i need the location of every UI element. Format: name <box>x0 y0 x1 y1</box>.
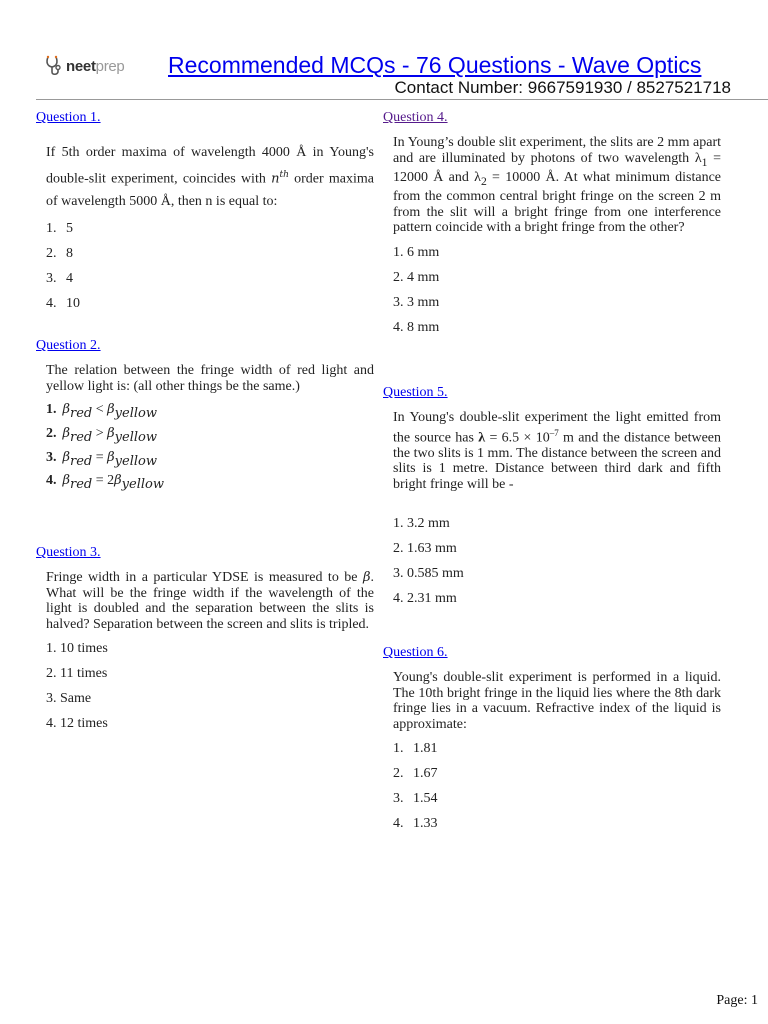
question-5 <box>383 385 721 616</box>
option-2[interactable]: 2. 1.67 <box>393 766 438 781</box>
question-3-link[interactable]: Question 3. <box>36 545 101 560</box>
question-2-text: The relation between the fringe width of red light and yellow light is: (all other things be the same.) <box>46 363 374 394</box>
header-divider <box>36 99 768 100</box>
question-1-link[interactable]: Question 1. <box>36 110 101 125</box>
question-2-options <box>46 402 374 493</box>
question-2-link[interactable]: Question 2. <box>36 338 101 353</box>
option-4[interactable]: 4. 12 times <box>46 716 108 731</box>
option-2[interactable]: 2. 11 times <box>46 666 108 681</box>
question-3-text: Fringe width in a particular YDSE is measured to be β. What will be the fringe width if the wavelength of the light is doubled and the separation between the slits is halved? Separation between the screen and slits is tripled. <box>46 570 374 632</box>
option-1[interactable]: 1. 1.81 <box>393 741 438 756</box>
option-1[interactable]: 1. 10 times <box>46 641 108 656</box>
question-6-link[interactable]: Question 6. <box>383 645 448 660</box>
logo-text-prep: prep <box>95 57 125 75</box>
question-1 <box>36 110 374 321</box>
question-4-link[interactable]: Question 4. <box>383 110 448 125</box>
question-3 <box>36 545 374 741</box>
question-5-link[interactable]: Question 5. <box>383 385 448 400</box>
question-2 <box>36 338 374 497</box>
option-3[interactable]: 3. 3 mm <box>393 294 440 310</box>
option-3[interactable]: 3. $\beta_{red} = \beta_{yellow}$ <box>46 449 157 469</box>
question-4-text: In Young’s double slit experiment, the slits are 2 mm apart and are illuminated by photons of two wavelength $\lambda_1 = 12000$ Å and $\lambda_2 = 10000$ Å. At what minimum distance from the common central bright fringe on the screen 2 m from the slit will a bright fringe from one interference pattern coincide with a bright fringe from the other? <box>393 135 722 236</box>
option-4[interactable]: 4. $\beta_{red} = 2\beta_{yellow}$ <box>46 473 164 493</box>
option-4[interactable]: 4. 10 <box>46 295 80 311</box>
question-6-text: Young's double-slit experiment is performed in a liquid. The 10th bright fringe in the liquid lies where the 8th dark fringe lies in a vacuum. Refractive index of the liquid is approximate: <box>393 670 721 732</box>
contact-number: Contact Number: 9667591930 / 8527521718 <box>394 78 731 97</box>
page-title[interactable]: Recommended MCQs - 76 Questions - Wave Optics <box>168 52 702 78</box>
option-1[interactable]: 1. 6 mm <box>393 244 440 260</box>
option-3[interactable]: 3. 0.585 mm <box>393 566 464 582</box>
question-1-options <box>46 221 374 312</box>
option-2[interactable]: 2. 8 <box>46 245 73 261</box>
question-5-text: In Young's double-slit experiment the light emitted from the source has $\lambda = 6.5 \times 10^{-7}$ m and the distance between the two slits is 1 mm. The distance between the screen and slits is 1 metre. Distance between third dark and fifth bright fringe will be - <box>393 410 721 492</box>
question-6 <box>383 645 721 841</box>
option-3[interactable]: 3. Same <box>46 691 92 706</box>
option-3[interactable]: 3. 1.54 <box>393 791 438 806</box>
option-4[interactable]: 4. 8 mm <box>393 319 440 335</box>
option-1[interactable]: 1. 3.2 mm <box>393 516 450 532</box>
question-6-options <box>393 741 721 832</box>
option-4[interactable]: 4. 2.31 mm <box>393 591 457 607</box>
question-4 <box>383 110 721 345</box>
option-4[interactable]: 4. 1.33 <box>393 816 438 831</box>
stethoscope-icon <box>44 54 64 78</box>
option-1[interactable]: 1. 5 <box>46 220 73 236</box>
neetprep-logo <box>44 53 124 79</box>
question-1-text: If 5th order maxima of wavelength 4000 Å in Young's double-slit experiment, coincides with $n^{th}$ order maxima of wavelength 5000 Å, then n is equal to: <box>46 145 374 209</box>
option-2[interactable]: 2. 1.63 mm <box>393 541 457 557</box>
option-3[interactable]: 3. 4 <box>46 270 73 286</box>
question-3-options <box>46 641 374 732</box>
option-1[interactable]: 1. $\beta_{red} < \beta_{yellow}$ <box>46 402 157 421</box>
logo-text-neet: neet <box>66 57 96 75</box>
question-5-options <box>393 516 721 607</box>
option-2[interactable]: 2. $\beta_{red} > \beta_{yellow}$ <box>46 425 157 445</box>
page-number: Page: 1 <box>716 993 758 1008</box>
option-2[interactable]: 2. 4 mm <box>393 269 440 285</box>
question-4-options <box>393 245 721 336</box>
